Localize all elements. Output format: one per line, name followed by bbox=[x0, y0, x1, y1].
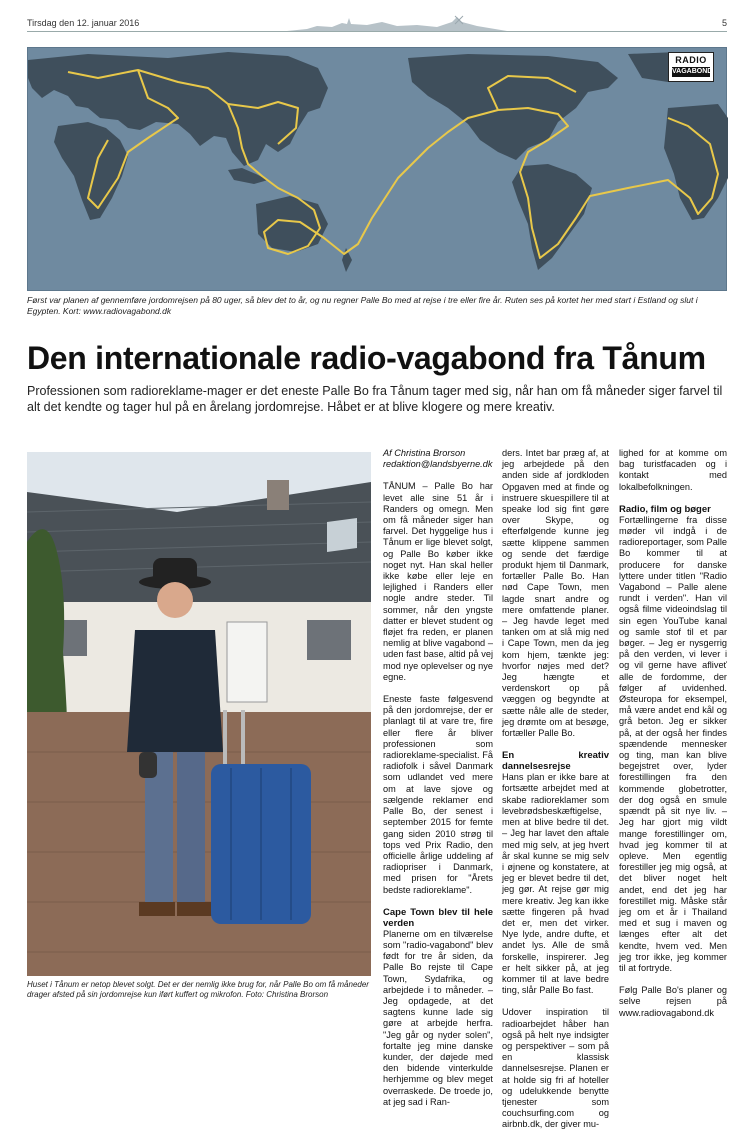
paragraph: Udover inspiration til radioarbejdet håber han også på helt nye indsigter og perspektiver – som på en klassisk dannelsesrejse. Planen er at holde sig fri af hoteller og udelukkende benytte tjenester som couchsurfing.com og airbnb.dk, der giver mu- bbox=[502, 1007, 609, 1130]
paragraph: lighed for at komme om bag turistfacaden og i kontakt med lokalbefolkningen. bbox=[619, 448, 727, 492]
landmass-africa-east bbox=[664, 104, 728, 220]
article-column-3 bbox=[619, 448, 727, 1019]
article-photo bbox=[27, 452, 371, 976]
spacer bbox=[502, 996, 609, 1007]
world-route-map bbox=[27, 47, 727, 291]
spacer bbox=[383, 896, 493, 907]
map-graphic bbox=[28, 48, 728, 292]
paragraph: Planerne om en tilværelse som "radio-vagabond" blev født for tre år siden, da Palle Bo rejste til Cape Town, Sydafrika, og arbejdede i to måneder. – Jeg opdagede, at det sagtens kunne lade sig gøre at arbejde herfra. "Jeg går og nyder solen", fortalte jeg mine danske kunder, der døjede med den bidende vinterkulde herhjemme og blev meget overraskede. De troede jo, at jeg sad i Ran- bbox=[383, 928, 493, 1107]
logo-text-bottom: VAGABOND bbox=[672, 68, 713, 75]
page-number: 5 bbox=[721, 18, 727, 28]
article-lede: Professionen som radioreklame-mager er det eneste Palle Bo fra Tånum tager med sig, når han om få måneder siger farvel til alt det kendte og tager hul på en årelang jordomrejse. Håbet er at blive klogere og mere kreativ. bbox=[27, 384, 723, 414]
logo-text-top: RADIO bbox=[675, 55, 707, 65]
spacer bbox=[383, 470, 493, 481]
subheading: En kreativ dannelsesrejse bbox=[502, 750, 609, 773]
spacer bbox=[502, 739, 609, 750]
spacer bbox=[383, 683, 493, 694]
page-header bbox=[27, 14, 727, 34]
byline-email: redaktion@landsbyerne.dk bbox=[383, 459, 493, 470]
landmass-south-america bbox=[512, 164, 592, 270]
article-column-1 bbox=[383, 448, 493, 1108]
byline-name: Af Christina Brorson bbox=[383, 448, 466, 458]
radio-vagabond-logo bbox=[668, 52, 714, 82]
town-skyline-icon bbox=[287, 14, 507, 32]
spacer bbox=[619, 974, 727, 985]
paragraph: ders. Intet bar præg af, at jeg arbejdede på den anden side af jordkloden Opgaven med at finde og instruere skuespillere til at speake lod sig fint gøre over Skype, og efterfølgende kunne jeg sætte klippene sammen og sende det færdige produkt hjem til Danmark, fortæller Palle Bo. Han nød Cape Town, men lagde snart andre og mere omfattende planer. – Jeg havde leget med tanken om at slå mig ned i Cape Town, men da jeg kom hjem, tænkte jeg: hvorfor nøjes med det? Jeg hængte et verdenskort op på væggen og begyndte at sætte nåle alle de steder, jeg drømte om at besøge, fortæller Palle Bo. bbox=[502, 448, 609, 739]
map-caption: Først var planen af gennemføre jordomrejsen på 80 uger, så blev det to år, og nu regner Palle Bo med at rejse i tre eller fire år. Ruten ses på kortet her med start i Estland og slut i Egypten. Kort: www.radiovagabond.dk bbox=[27, 295, 698, 316]
header-rule bbox=[27, 31, 727, 32]
photo-caption: Huset i Tånum er netop blevet solgt. Det er der nemlig ikke brug for, når Palle Bo om få måneder drager afsted på sin jordomrejse kun iført kuffert og mikrofon. Foto: Christina Brorson bbox=[27, 980, 369, 999]
landmass-africa bbox=[54, 122, 128, 220]
paragraph: Hans plan er ikke bare at fortsætte arbejdet med at skabe radioreklamer som levebrødsbeskæftigelse, men at blive bedre til det. – Jeg har lavet den aftale med mig selv, at jeg hvert år skal kunne se mig selv i øjnene og konstatere, at jeg er blevet bedre til det, jeg gør. At rejse gør mig mere kreativ. Jeg kan ikke sætte fingeren på hvad det er, men det virker. Nye lyde, andre dufte, et andet lys. Alle de små forskelle, inspirerer. Jeg er helt sikker på, at jeg kommer til at lave bedre ting, slår Palle Bo fast. bbox=[502, 772, 609, 996]
landmass-north-america bbox=[408, 54, 618, 160]
paragraph: Fortællingerne fra disse møder vil indgå i de radioreportager, som Palle Bo kommer til at producere for danske lyttere under titlen "Radio Vagabond – Palle alene rundt i verden". Han vil også filme videoindslag til sin egen YouTube kanal og samle stof til et par bøger. – Jeg er nysgerrig på den verden, vi lever i og vil gerne have afliveť alle de fordomme, der følger af uvidenhed. Østeuropa for eksempel, må være andet end kål og grå beton. Jeg er sikker på, at der også her findes spændende mennesker og ting, man kan blive begejstret over, lyder forestillingen fra den kommende globetrotter, der dog også en smule spændt på sit nye liv. – Jeg har gjort mig vildt mange forestillinger om, hvad jeg kommer til at opleve. Men egentlig forestiller jeg mig også, at det bliver noget helt andet, end det jeg har forestillet mig. Måske står jeg om et år i Thailand med et sug i maven og længes efter alt det kendte, hvem ved. Men jeg tror ikke, jeg kommer til at fortryde. bbox=[619, 514, 727, 973]
paragraph: Følg Palle Bo's planer og selve rejsen på www.radiovagabond.dk bbox=[619, 985, 727, 1018]
photo-illustration bbox=[27, 452, 371, 976]
paragraph: TÅNUM – Palle Bo har levet alle sine 51 år i Randers og omegn. Men om få måneder siger han farvel. Det hyggelige hus i Tånum er lige blevet solgt, og Palle Bo køber ikke noget nyt. Han skal heller ikke købe eller leje en lejlighed i Randers eller nogle andre steder. Til sommer, når den yngste datter er blevet student og fløjet fra reden, er planen nemlig at blive vagabond – uden fast base, altid på vej mod nye oplevelser og nye egne. bbox=[383, 481, 493, 682]
article-headline: Den internationale radio-vagabond fra Tånum bbox=[27, 340, 706, 376]
paragraph: Eneste faste følgesvend på den jordomrejse, der er planlagt til at vare tre, fire eller flere år bliver professionen som radioreklame-specialist. Få radiofolk i såvel Danmark som udlandet ved mere om at lave sjove og sælgende reklamer end Palle Bo, der senest i september 2015 for femte gang siden 2010 strøg til tops ved Prix Radio, den officielle årlige uddeling af radiopriser i Danmark, med prisen for "Årets bedste radioreklame". bbox=[383, 694, 493, 895]
subheading: Radio, film og bøger bbox=[619, 503, 711, 515]
subheading: Cape Town blev til hele verden bbox=[383, 906, 493, 929]
article-column-2 bbox=[502, 448, 609, 1131]
spacer bbox=[619, 493, 727, 504]
issue-date: Tirsdag den 12. januar 2016 bbox=[27, 18, 140, 28]
